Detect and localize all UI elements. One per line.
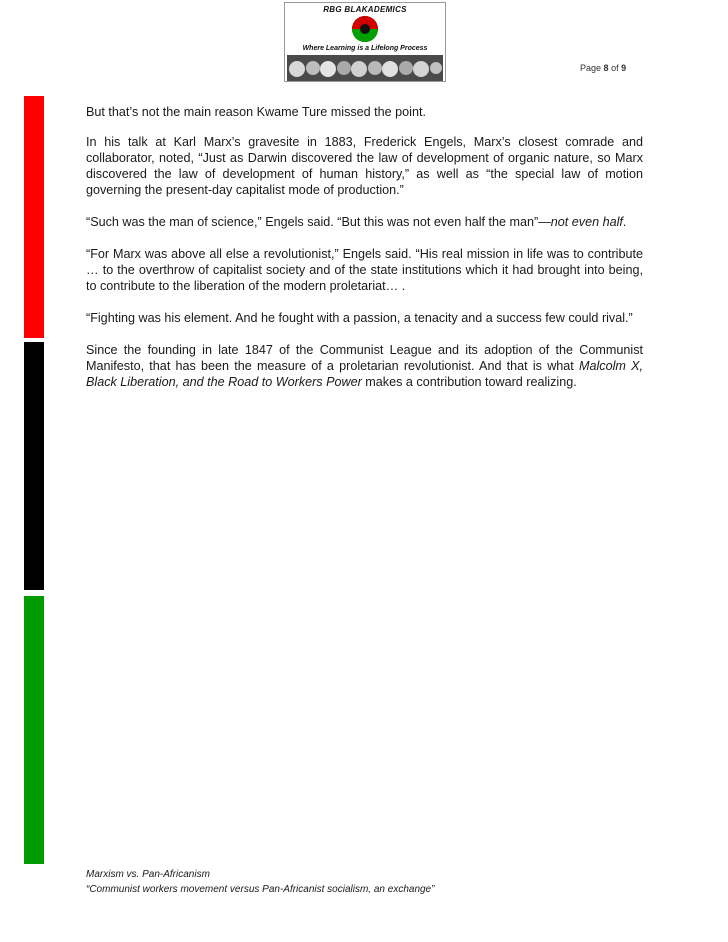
paragraph-6	[86, 342, 643, 390]
page-prefix: Page	[580, 63, 602, 73]
footer-line-1: Marxism vs. Pan-Africanism	[86, 869, 210, 880]
page-separator: of	[611, 63, 619, 73]
paragraph-6-end: makes a contribution toward realizing.	[361, 375, 577, 389]
paragraph-6-book-title: Malcolm X, Black Liberation, and the Road to Workers Power	[86, 359, 644, 389]
page-total: 9	[621, 63, 627, 73]
red-side-bar	[24, 96, 44, 338]
paragraph-3	[86, 214, 643, 230]
document-body	[86, 104, 643, 406]
paragraph-4: “For Marx was above all else a revolutionist,” Engels said. “His real mission in life was to contribute … to the overthrow of capitalist society and of the state institutions which it had brought into being, to contribute to the liberation of the modern proletariat… .	[86, 247, 643, 293]
page-number	[580, 63, 626, 73]
paragraph-2: In his talk at Karl Marx’s gravesite in 1883, Frederick Engels, Marx’s closest comrade and collaborator, noted, “Just as Darwin discovered the law of development of organic nature, so Marx discovered the law of development of human history,” as well as “the special law of motion governing the present-day capitalist mode of production.”	[86, 135, 643, 197]
banner-tagline: Where Learning is a Lifelong Process	[302, 45, 428, 52]
paragraph-3-emphasis: not even half	[550, 215, 623, 229]
paragraph-3-text: “Such was the man of science,” Engels said. “But this was not even half the man”—	[86, 215, 551, 229]
pan-african-logo-icon	[345, 14, 385, 44]
page-current: 8	[603, 63, 609, 73]
page-footer	[86, 867, 434, 897]
paragraph-6-text: Since the founding in late 1847 of the Communist League and its adoption of the Communist Manifesto, that has been the measure of a proletarian revolutionist. And that is what	[86, 343, 643, 373]
portrait-strip-icon	[287, 55, 443, 81]
paragraph-1: But that’s not the main reason Kwame Ture missed the point.	[86, 105, 426, 119]
footer-line-2: “Communist workers movement versus Pan-Africanist socialism, an exchange”	[86, 884, 435, 895]
paragraph-3-end: .	[622, 215, 627, 229]
paragraph-5: “Fighting was his element. And he fought with a passion, a tenacity and a success few could rival.”	[86, 311, 633, 325]
green-side-bar	[24, 596, 44, 864]
black-side-bar	[24, 342, 44, 590]
header-banner	[284, 2, 446, 82]
banner-title: RBG BLAKADEMICS	[323, 5, 407, 14]
